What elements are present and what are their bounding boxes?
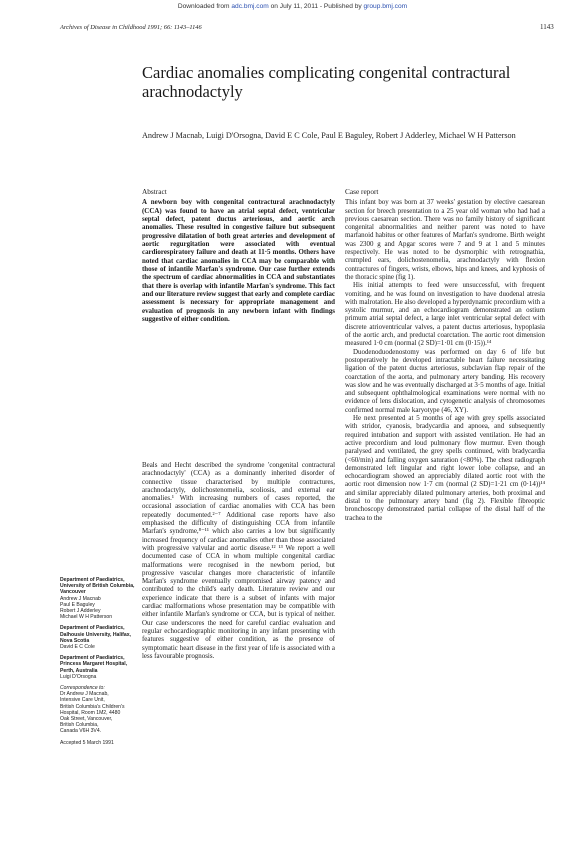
case-report-paragraph: This infant boy was born at 37 weeks' gestation by elective caesarean section for breech presentation to a 25 year old woman who had had a previous caesarean section. There was no family history of significant congenital abnormalities and neither parent was noted to have marfanoid habitus or other features of Marfan's syndrome. Birth weight was 2300 g and Apgar scores were 7 and 9 at 1 and 5 minutes respectively. He was noted to be dysmorphic with retrognathia, crumpled ears, dolichostenomelia, arachnodactyly with flexion contractures of fingers, wrists, elbows, hips and knees, and kyphosis of the thoracic spine (fig 1). [345,198,545,281]
case-report-paragraph: His initial attempts to feed were unsuccessful, with frequent vomiting, and he was found on investigation to have duodenal atresia with malrotation. He also developed a hyperdynamic precordium with a systolic murmur, and an echocardiogram demonstrated an ostium primum atrial septal defect, a large inlet ventricular septal defect with discrete atrioventricular valves, a patent ductus arteriosus, hypoplasia of the aortic arch, and preductal coarctation. The aortic root dimension measured 1·0 cm (normal (2 SD)=1·01 cm (0·15)).¹⁴ [345,281,545,348]
banner-middle: on July 11, 2011 - Published by [270,3,362,10]
affiliation-person: Robert J Adderley [60,608,101,615]
affiliation-block [60,625,138,650]
affiliation-institution: Department of Paediatrics, Dalhousie University, Halifax, Nova Scotia [60,625,131,644]
correspondence-label: Correspondence to: [60,685,105,692]
correspondence-line: Oak Street, Vancouver, [60,716,113,723]
case-report-paragraph: He next presented at 5 months of age with grey spells associated with stridor, cyanosis, bradycardia and apnoea, and subsequently required intubation and support with assisted ventilation. He had an active precordium and loud pulmonary flow murmur. Even though paralysed and ventilated, the grey spells continued, with bradycardia (<60/min) and falling oxygen saturation (<80%). The chest radiograph demonstrated left lingular and right lower lobe collapse, and an echocardiogram showed an appreciably dilated aortic root with the aortic root dimension now 1·7 cm (normal (2 SD)=1·21 cm (0·14))¹⁴ and similar appreciably dilated pulmonary arteries, both proximal and distal to the pulmonary artery band (fig 2). Flexible fibreoptic bronchoscopy demonstrated partial collapse of the distal half of the trachea to the [345,414,545,522]
author-list: Andrew J Macnab, Luigi D'Orsogna, David E C Cole, Paul E Baguley, Robert J Adderley, Michael W H Patterson [142,131,516,140]
affiliations-sidebar [60,577,138,746]
banner-prefix: Downloaded from [177,3,230,10]
case-report-section [345,188,545,522]
banner-link-group[interactable]: group.bmj.com [363,3,408,10]
introduction-text: Beals and Hecht described the syndrome 'congenital contractural arachnodactyly' (CCA) as a dominantly inherited disorder of connective tissue characterised by multiple contractures, arachnodactyly, dolichostenomelia, scoliosis, and external ear anomalies.¹ With increasing numbers of cases reported, the occasional association of cardiac anomalies with CCA has been repeatedly documented.²⁻⁷ Additional case reports have also emphasised the difficulty of distinguishing CCA from infantile Marfan's syndrome,⁸⁻¹¹ which also carries a low but significantly increased frequency of cardiac anomalies other than those associated with progressive valvular and aortic disease.¹² ¹³ We report a well documented case of CCA in whom multiple congenital cardiac malformations were recognised in the newborn period, but progressive vascular changes more characteristic of infantile Marfan's syndrome eventually compromised airway patency and contributed to the child's early death. Literature review and our experience indicate that there is a subset of infants with major cardiac malformations whose presentation may be compatible with either infantile Marfan's syndrome or CCA, but is typical of neither. Our case underscores the need for careful cardiac evaluation and regular echocardiographic monitoring in any infant presenting with features suggestive of either condition, as the presence of symptomatic heart disease in the first year of life is associated with a less favourable prognosis. [142,461,335,660]
affiliation-institution: Department of Paediatrics, University of British Columbia, Vancouver [60,577,135,596]
abstract-section [142,188,335,323]
correspondence-line: Hospital, Room 1M2, 4480 [60,709,121,716]
affiliation-person: Michael W H Patterson [60,614,113,621]
case-report-paragraph: Duodenoduodenostomy was performed on day 6 of life but postoperatively he developed intractable heart failure necessitating ligation of the patent ductus arteriosus, subclavian flap repair of the coarctation of the aorta, and pulmonary artery banding. His recovery was slow and he was eventually discharged at 3·5 months of age. Initial and subsequent ophthalmological examinations were normal with no evidence of lens dislocation, and cytogenetic analysis of chromosomes confirmed normal male karyotype (46, XY). [345,347,545,414]
download-banner [0,3,585,10]
case-report-heading: Case report [345,187,379,196]
affiliation-block [60,655,138,680]
running-head: Archives of Disease in Childhood 1991; 66: 1143–1146 [60,24,202,31]
correspondence-line: Dr Andrew J Macnab, [60,691,109,698]
banner-link-adc[interactable]: adc.bmj.com [231,3,269,10]
introduction-section [142,461,335,660]
affiliation-person: David E C Cole [60,644,95,651]
article-title: Cardiac anomalies complicating congenital contractural arachnodactyly [142,63,511,101]
accepted-date: Accepted 5 March 1991 [60,739,114,746]
correspondence-line: Intensive Care Unit, [60,697,105,704]
affiliation-institution: Department of Paediatrics, Princess Margaret Hospital, Perth, Australia [60,655,128,674]
affiliation-person: Paul E Baguley [60,601,95,608]
correspondence-block [60,685,138,735]
abstract-heading: Abstract [142,187,167,196]
correspondence-line: British Columbia, [60,722,99,729]
affiliation-person: Andrew J Macnab [60,595,101,602]
correspondence-line: Canada V6H 3V4. [60,728,102,735]
abstract-text: A newborn boy with congenital contractural arachnodactyly (CCA) was found to have an atrial septal defect, ventricular septal defect, patent ductus arteriosus, and aortic arch anomalies. These resulted in congestive failure but subsequent progressive dilatation of both great arteries and development of aortic regurgitation were associated with eventual cardiorespiratory failure and death at 11·5 months. Others have noted that cardiac anomalies in CCA may be comparable with those of infantile Marfan's syndrome. Our case further extends the spectrum of cardiac abnormalities in CCA and substantiates that there is overlap with infantile Marfan's syndrome. This fact and our literature review suggest that early and complete cardiac assessment is necessary for appropriate management and evaluation of prognosis in any newborn infant with findings suggestive of either condition. [142,198,335,324]
correspondence-line: British Columbia's Children's [60,703,125,710]
affiliation-person: Luigi D'Orsogna [60,673,97,680]
affiliation-block [60,577,138,620]
page-number: 1143 [540,23,554,31]
